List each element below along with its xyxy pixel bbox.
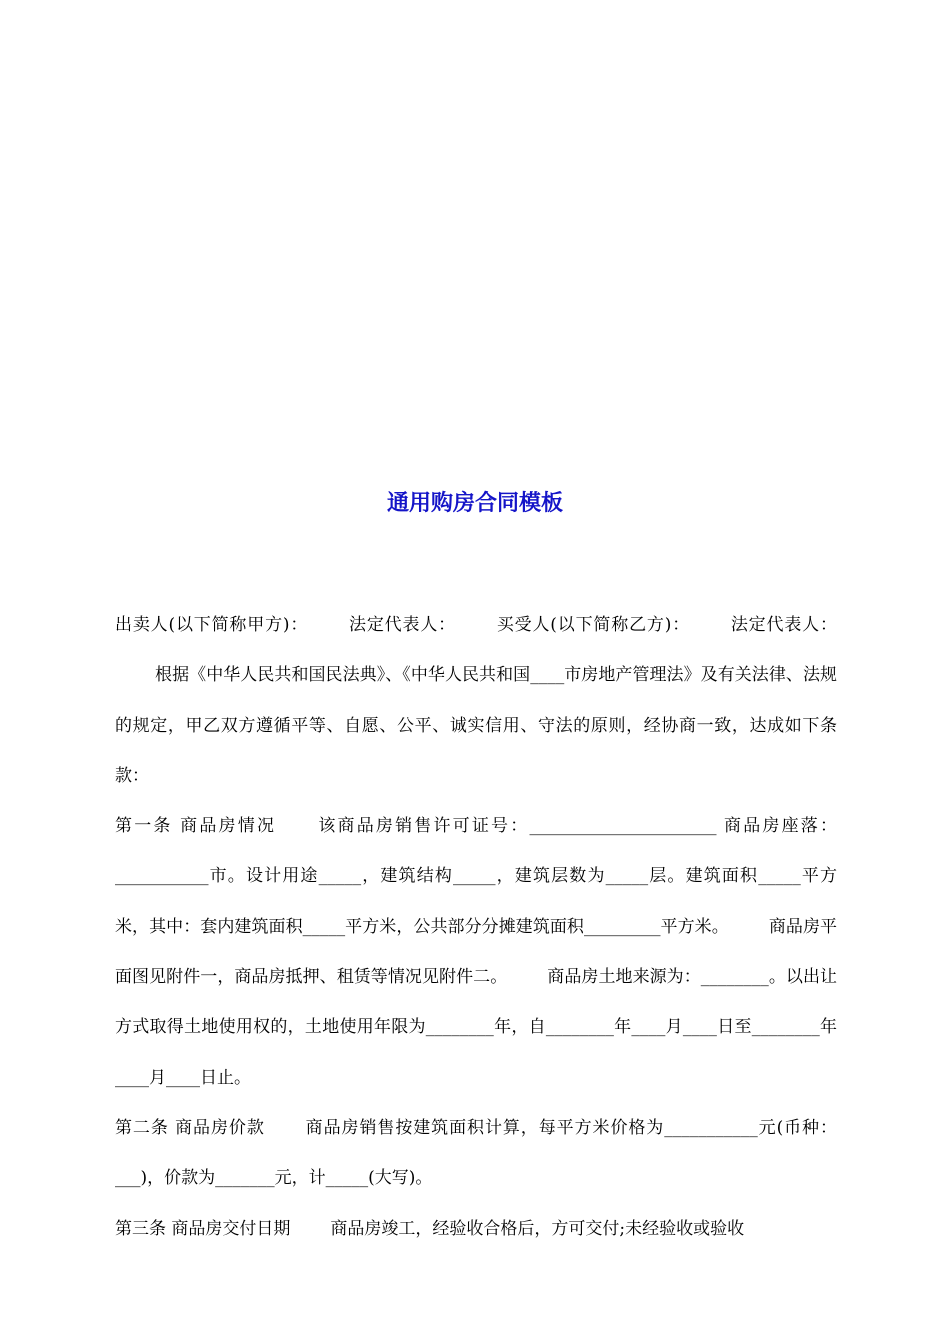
article-1-heading: 第一条 商品房情况 — [115, 816, 277, 837]
seller-label: 出卖人(以下简称甲方)： — [115, 615, 309, 635]
article-1-attachments: 商品房平面图见附件一，商品房抵押、租赁等情况见附件二。 — [115, 916, 838, 988]
preamble-text: 根据《中华人民共和国民法典》、《中华人民共和国____市房地产管理法》及有关法律、法规的规定，甲乙双方遵循平等、自愿、公平、诚实信用、守法的原则，经协商一致，达成如下条款： — [115, 665, 837, 786]
article-1-land-source: 商品房土地来源为：________。以出让方式取得土地使用权的，土地使用年限为________年，自________年____月____日至________年____月____日止。 — [115, 967, 838, 1088]
article-1-property-details: 该商品房销售许可证号：______________________ 商品房座落：___________市。设计用途_____，建筑结构_____，建筑层数为_____层。建筑面积_____平方米，其中：套内建筑面积_____平方米，公共部分分摊建筑面积_________平方米。 — [115, 816, 838, 937]
article-3-heading: 第三条 商品房交付日期 — [115, 1218, 291, 1239]
article-2-paragraph — [115, 1103, 837, 1204]
buyer-label: 买受人(以下简称乙方)： — [496, 615, 691, 635]
seller-representative-label: 法定代表人： — [348, 615, 456, 635]
article-3-paragraph — [115, 1204, 837, 1254]
article-3-delivery-text: 商品房竣工，经验收合格后，方可交付;未经验收或验收 — [330, 1218, 745, 1239]
article-2-price-text: 商品房销售按建筑面积计算，每平方米价格为___________元(币种：___)，价款为_______元，计_____(大写)。 — [115, 1117, 837, 1189]
article-1-paragraph — [115, 801, 837, 1103]
document-body — [115, 600, 837, 1254]
preamble-paragraph — [115, 600, 837, 801]
document-title: 通用购房合同模板 — [386, 491, 563, 516]
buyer-representative-label: 法定代表人： — [730, 615, 837, 635]
article-2-heading: 第二条 商品房价款 — [115, 1117, 265, 1138]
